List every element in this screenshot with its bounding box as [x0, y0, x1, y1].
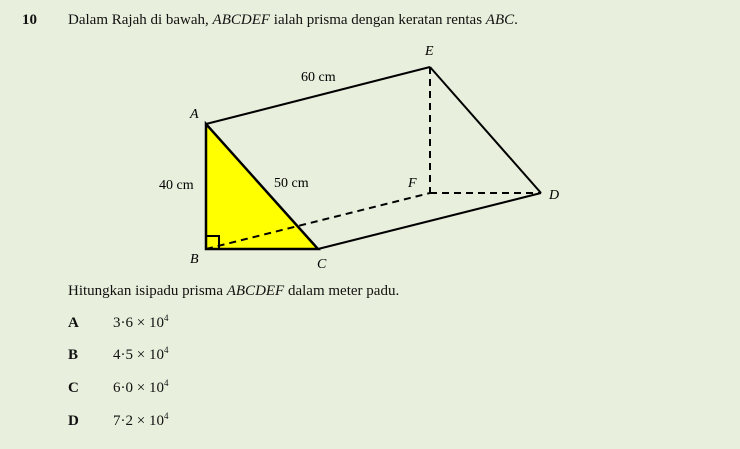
vertex-label-a: A [190, 107, 199, 122]
option-exponent: 4 [163, 345, 169, 355]
prompt-text [68, 283, 399, 300]
prompt-prism-name: ABCDEF [226, 283, 285, 299]
option-exponent: 4 [163, 313, 169, 323]
option-base: 10 [148, 347, 164, 363]
option-base: 10 [148, 380, 164, 396]
option-times: × [136, 347, 146, 363]
option-mantissa: 7·2 [113, 413, 133, 429]
option-b[interactable] [68, 345, 168, 364]
intro-text-2: ialah prisma dengan keratan rentas [270, 12, 486, 28]
option-base: 10 [148, 315, 164, 331]
option-letter: D [68, 413, 79, 429]
option-mantissa: 3·6 [113, 315, 133, 331]
option-times: × [136, 315, 146, 331]
intro-text: Dalam Rajah di bawah, [68, 12, 213, 28]
edge-cd [318, 193, 541, 249]
option-letter: B [68, 347, 79, 363]
length-ae: 60 cm [301, 70, 336, 85]
option-times: × [136, 413, 146, 429]
option-exponent: 4 [163, 378, 169, 388]
option-a[interactable] [68, 313, 168, 332]
cross-section-name: ABC [485, 12, 515, 28]
vertex-label-f: F [408, 176, 417, 191]
option-letter: C [68, 380, 79, 396]
prompt-part-1: Hitungkan isipadu prisma [68, 283, 227, 299]
option-mantissa: 6·0 [113, 380, 133, 396]
option-c[interactable] [68, 378, 168, 397]
vertex-label-d: D [549, 188, 560, 203]
option-exponent: 4 [163, 411, 169, 421]
question-number: 10 [22, 12, 37, 28]
vertex-label-e: E [425, 44, 434, 59]
length-ac: 50 cm [274, 176, 309, 191]
intro-end: . [514, 12, 518, 28]
prompt-part-2: dalam meter padu. [284, 283, 400, 299]
vertex-label-c: C [317, 257, 327, 272]
edge-ed [430, 67, 541, 193]
vertex-label-b: B [190, 252, 199, 267]
option-base: 10 [148, 413, 164, 429]
prism-name: ABCDEF [212, 12, 271, 28]
option-mantissa: 4·5 [113, 347, 133, 363]
option-d[interactable] [68, 411, 168, 430]
option-letter: A [68, 315, 79, 331]
option-times: × [136, 380, 146, 396]
length-ab: 40 cm [159, 178, 194, 193]
